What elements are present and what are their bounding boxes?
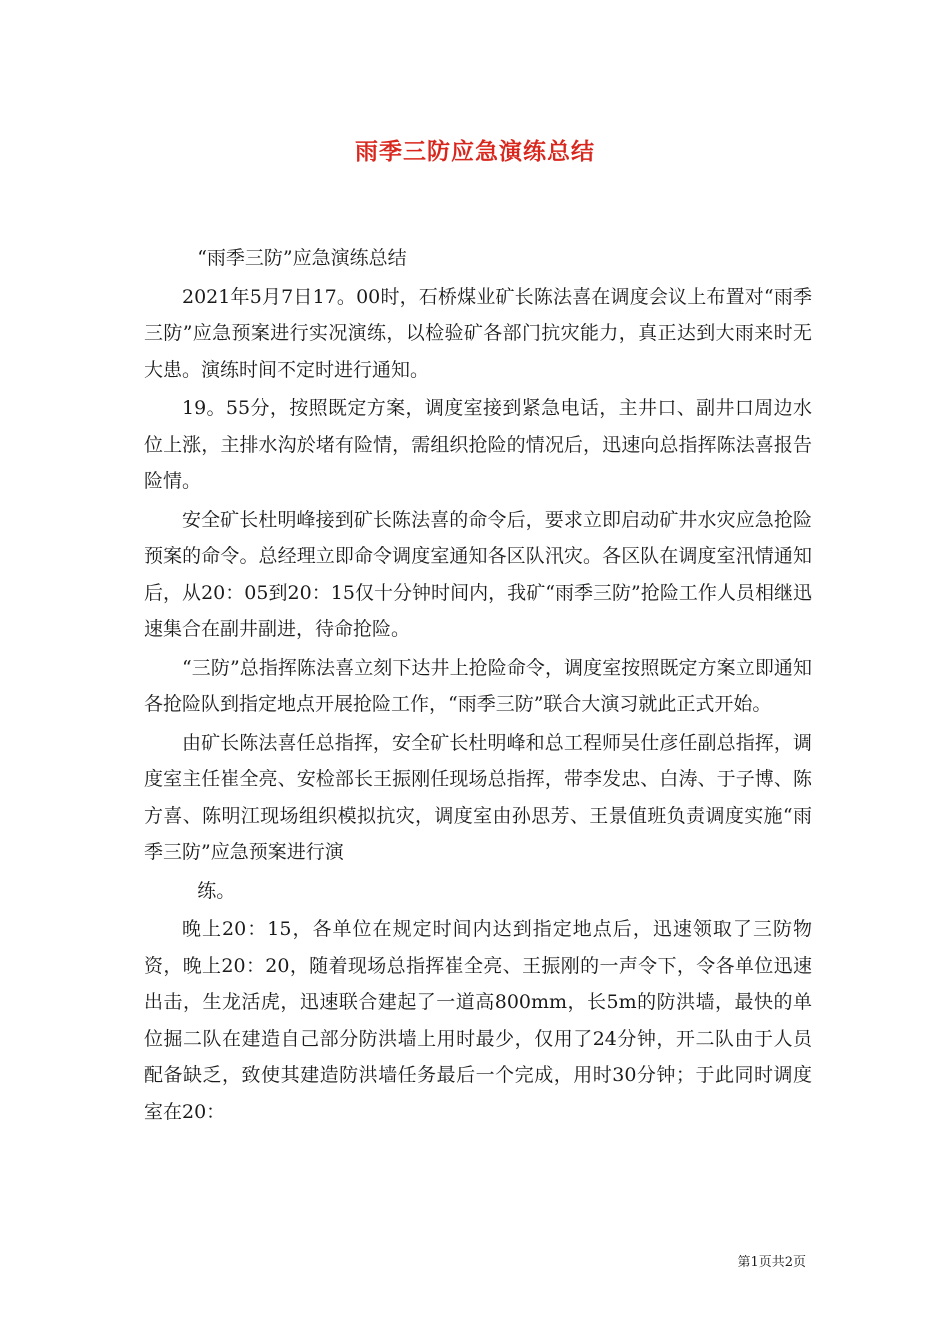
document-body bbox=[144, 240, 812, 1132]
paragraph-1: 2021年5月7日17。00时，石桥煤业矿长陈法喜在调度会议上布置对“雨季三防”应急预案进行实况演练，以检验矿各部门抗灾能力，真正达到大雨来时无大患。演练时间不定时进行通知。 bbox=[144, 285, 812, 381]
paragraph-5-tail: 练。 bbox=[197, 879, 236, 902]
body-heading: “雨季三防”应急演练总结 bbox=[197, 247, 407, 269]
document-title: 雨季三防应急演练总结 bbox=[355, 139, 595, 165]
page-number: 第1页共2页 bbox=[737, 1255, 806, 1270]
paragraph-4: “三防”总指挥陈法喜立刻下达井上抢险命令，调度室按照既定方案立即通知各抢险队到指定地点开展抢险工作，“雨季三防”联合大演习就此正式开始。 bbox=[144, 656, 812, 715]
paragraph-3: 安全矿长杜明峰接到矿长陈法喜的命令后，要求立即启动矿井水灾应急抢险预案的命令。总经理立即命令调度室通知各区队汛灾。各区队在调度室汛情通知后，从20：05到20：15仅十分钟时间内，我矿“雨季三防”抢险工作人员相继迅速集合在副井副进，待命抢险。 bbox=[144, 508, 812, 640]
paragraph-2: 19。55分，按照既定方案，调度室接到紧急电话，主井口、副井口周边水位上涨，主排水沟於堵有险情，需组织抢险的情况后，迅速向总指挥陈法喜报告险情。 bbox=[144, 397, 812, 492]
paragraph-5: 由矿长陈法喜任总指挥，安全矿长杜明峰和总工程师吴仕彦任副总指挥，调度室主任崔全亮、安检部长王振刚任现场总指挥，带李发忠、白涛、于子博、陈方喜、陈明江现场组织模拟抗灾，调度室由孙思芳、王景值班负责调度实施“雨季三防”应急预案进行演 bbox=[144, 731, 812, 863]
paragraph-6: 晚上20：15，各单位在规定时间内达到指定地点后，迅速领取了三防物资，晚上20：20，随着现场总指挥崔全亮、王振刚的一声令下，令各单位迅速出击，生龙活虎，迅速联合建起了一道高800mm，长5m的防洪墙，最快的单位掘二队在建造自己部分防洪墙上用时最少，仅用了24分钟，开二队由于人员配备缺乏，致使其建造防洪墙任务最后一个完成，用时30分钟；于此同时调度室在20： bbox=[144, 918, 812, 1123]
